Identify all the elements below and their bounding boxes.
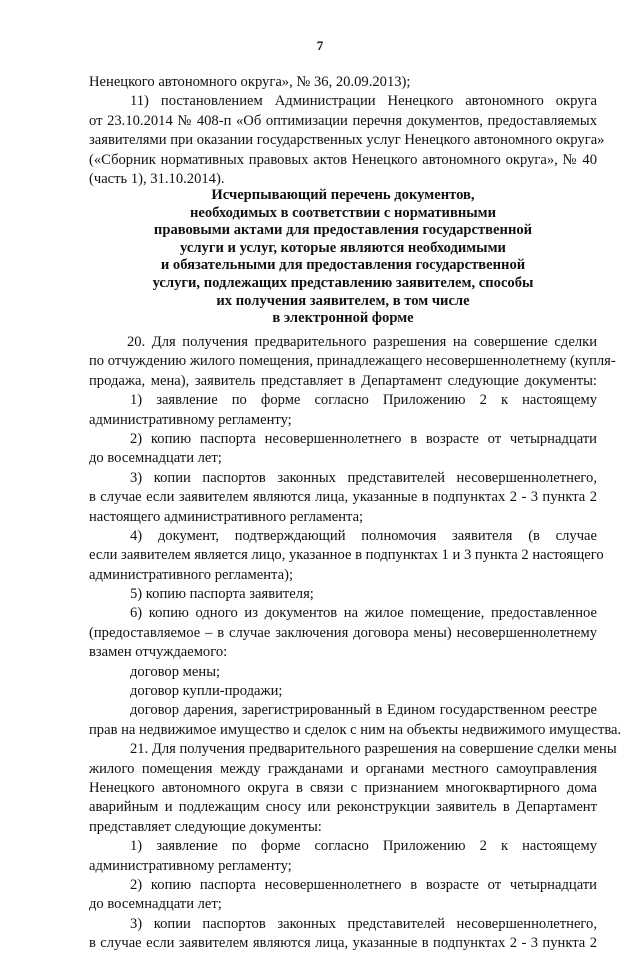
text-line: если заявителем является лицо, указанное в подпунктах 1 и 3 пункта 2 настоящего (89, 547, 604, 564)
text-line: Ненецкого автономного округа», № 36, 20.09.2013); (89, 74, 411, 90)
text-line: от 23.10.2014 № 408-п «Об оптимизации перечня документов, предоставляемых (89, 112, 597, 129)
text-line: договор купли-продажи; (130, 683, 283, 700)
text-line: договор дарения, зарегистрированный в Едином государственном реестре (130, 702, 597, 719)
text-line: 6) копию одного из документов на жилое помещение, предоставленное (130, 605, 597, 622)
text-line: Ненецкого автономного округа в связи с признанием многоквартирного дома (89, 779, 597, 796)
text-line: 4) документ, подтверждающий полномочия заявителя (в случае (130, 527, 597, 544)
text-line: 2) копию паспорта несовершеннолетнего в возрасте от четырнадцати (130, 430, 597, 447)
heading-line: и обязательными для предоставления государственной (160, 257, 526, 274)
text-line: 3) копии паспортов законных представителей несовершеннолетнего, (130, 915, 597, 932)
text-line: 1) заявление по форме согласно Приложению 2 к настоящему (130, 838, 597, 855)
text-line: в случае если заявителем являются лица, указанные в подпунктах 2 - 3 пункта 2 (89, 935, 597, 952)
text-line: настоящего административного регламента; (89, 508, 364, 525)
body-text (89, 333, 622, 954)
section-heading (89, 187, 597, 328)
text-line: по отчуждению жилого помещения, принадлежащего несовершеннолетнему (купля- (89, 353, 616, 370)
text-line: представляет следующие документы: (89, 818, 322, 835)
text-line: прав на недвижимое имущество и сделок с ним на объекты недвижимого имущества. (89, 721, 622, 738)
text-line: (предоставляемое – в случае заключения договора мены) несовершеннолетнему (89, 624, 597, 641)
text-line: административного регламента); (89, 566, 293, 583)
text-line: (часть 1), 31.10.2014). (89, 170, 225, 187)
text-line: административному регламенту; (89, 857, 292, 874)
heading-line: в электронной форме (272, 310, 414, 327)
heading-line: их получения заявителем, в том числе (216, 292, 470, 309)
text-line: договор мены; (130, 663, 221, 680)
intro-text (89, 73, 605, 189)
text-line: в случае если заявителем являются лица, указанные в подпунктах 2 - 3 пункта 2 (89, 489, 597, 506)
text-line: аварийным и подлежащим сносу или реконструкции заявитель в Департамент (89, 799, 597, 816)
heading-line: услуги и услуг, которые являются необходимыми (180, 239, 506, 256)
text-line: взамен отчуждаемого: (89, 644, 228, 661)
text-line: административному регламенту; (89, 411, 292, 428)
text-line: продажа, мена), заявитель представляет в Департамент следующие документы: (89, 372, 597, 389)
text-line: 20. Для получения предварительного разрешения на совершение сделки (127, 334, 597, 350)
page-number: 7 (316, 38, 324, 53)
text-line: жилого помещения между гражданами и органами местного самоуправления (89, 760, 597, 777)
text-line: 11) постановлением Администрации Ненецкого автономного округа (130, 93, 597, 110)
text-line: 3) копии паспортов законных представителей несовершеннолетнего, (130, 469, 597, 486)
heading-line: правовыми актами для предоставления государственной (153, 222, 533, 239)
text-line: заявителями при оказании государственных услуг Ненецкого автономного округа» (89, 132, 605, 149)
heading-line: Исчерпывающий перечень документов, (211, 187, 475, 203)
text-line: до восемнадцати лет; (89, 450, 222, 467)
heading-line: услуги, подлежащих представлению заявителем, способы (152, 274, 534, 291)
text-line: 5) копию паспорта заявителя; (130, 586, 314, 603)
text-line: 2) копию паспорта несовершеннолетнего в возрасте от четырнадцати (130, 876, 597, 893)
text-line: до восемнадцати лет; (89, 896, 222, 913)
text-line: 1) заявление по форме согласно Приложению 2 к настоящему (130, 392, 597, 409)
text-line: 21. Для получения предварительного разрешения на совершение сделки мены (130, 741, 617, 758)
heading-line: необходимых в соответствии с нормативными (190, 204, 496, 221)
text-line: («Сборник нормативных правовых актов Ненецкого автономного округа», № 40 (89, 151, 597, 168)
